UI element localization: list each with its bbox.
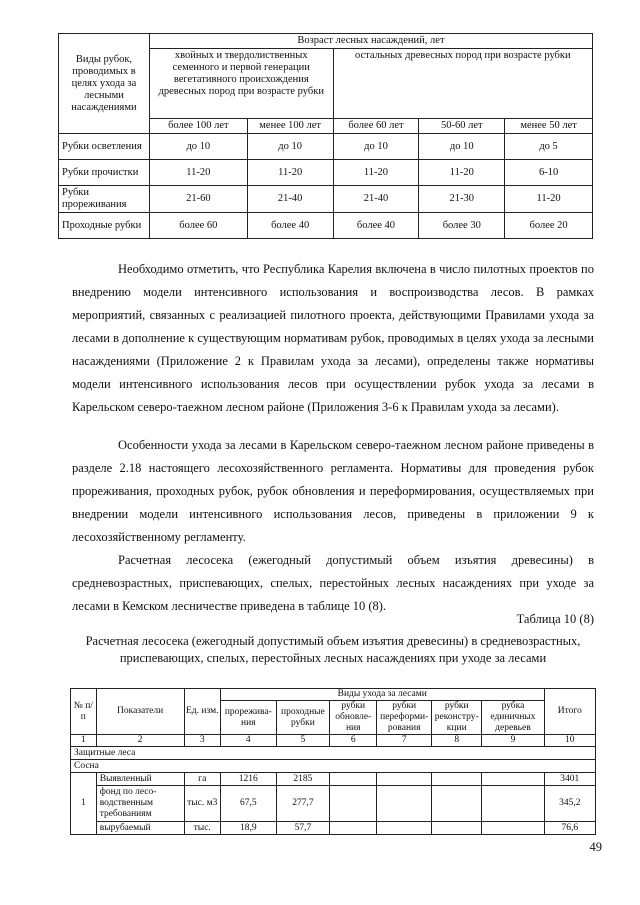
estimated-cutting-table: [70, 688, 596, 835]
table-row: [71, 773, 596, 786]
header-type: прорежива-ния: [220, 701, 276, 735]
cell: 11-20: [505, 186, 593, 213]
unit: га: [184, 773, 220, 786]
header-type: проходные рубки: [276, 701, 330, 735]
cell: до 10: [247, 134, 333, 160]
col-num: 8: [432, 735, 482, 747]
value-thinning: 67,5: [220, 786, 276, 822]
cell: до 10: [419, 134, 505, 160]
cell: до 10: [149, 134, 247, 160]
col-num: 10: [544, 735, 595, 747]
col-num: 1: [71, 735, 97, 747]
subhead: менее 100 лет: [247, 119, 333, 134]
subhead: более 100 лет: [149, 119, 247, 134]
header-type: рубка единичных деревьев: [482, 701, 544, 735]
cell: более 30: [419, 213, 505, 239]
col-num: 5: [276, 735, 330, 747]
cell: 11-20: [247, 160, 333, 186]
header-unit: Ед. изм.: [184, 689, 220, 735]
cell: 11-20: [149, 160, 247, 186]
header-care-types: Виды ухода за лесами: [220, 689, 544, 701]
table-row: [59, 134, 593, 160]
header-forest-age: Возраст лесных насаждений, лет: [149, 34, 592, 49]
cell: более 20: [505, 213, 593, 239]
value-total: 345,2: [544, 786, 595, 822]
header-cutting-types: Виды рубок, проводимых в целях ухода за лесными насаждениями: [59, 34, 150, 134]
row-name: Проходные рубки: [59, 213, 150, 239]
table-row: [59, 213, 593, 239]
header-total: Итого: [544, 689, 595, 735]
table-row: [59, 186, 593, 213]
col-num: 9: [482, 735, 544, 747]
value-total: 3401: [544, 773, 595, 786]
cell: 6-10: [505, 160, 593, 186]
header-coniferous: хвойных и твердолиственных семенного и первой генерации вегетативного происхождения древесных пород при возрасте рубки: [149, 49, 333, 119]
col-num: 4: [220, 735, 276, 747]
table-title: Расчетная лесосека (ежегодный допустимый объем изъятия древесины) в средневозрастных, приспевающих, спелых, перестойных лесных насаждениях при уходе за лесами: [85, 634, 581, 665]
indicator: Выявленный: [96, 773, 184, 786]
header-other-species: остальных древесных пород при возрасте рубки: [333, 49, 592, 119]
value-thinning: 18,9: [220, 822, 276, 835]
header-type: рубки обновле-ния: [330, 701, 377, 735]
value-total: 76,6: [544, 822, 595, 835]
subhead: 50-60 лет: [419, 119, 505, 134]
value-passage: 57,7: [276, 822, 330, 835]
cell: 11-20: [419, 160, 505, 186]
cutting-age-table: [58, 33, 593, 239]
row-number: 1: [71, 773, 97, 835]
cell: 21-40: [247, 186, 333, 213]
subhead: более 60 лет: [333, 119, 419, 134]
cell: более 60: [149, 213, 247, 239]
paragraph-regulation-features: Особенности ухода за лесами в Карельском северо-таежном лесном районе приведены в разделе 2.18 настоящего лесохозяйственного регламента. Нормативы для проведения рубок прореживания, проходных рубок, рубок обновления и переформирования, осуществляемых при внедрении модели интенсивного использования лесов, приведены в приложении 9 к лесохозяйственному регламенту.: [72, 438, 594, 544]
page-number: 49: [589, 840, 602, 854]
table-row: [71, 822, 596, 835]
col-num: 2: [96, 735, 184, 747]
table-row: [59, 160, 593, 186]
col-num: 3: [184, 735, 220, 747]
value-passage: 2185: [276, 773, 330, 786]
value-passage: 277,7: [276, 786, 330, 822]
column-numbers-row: [71, 735, 596, 747]
value-thinning: 1216: [220, 773, 276, 786]
header-type: рубки переформи-рования: [377, 701, 432, 735]
cell: 21-30: [419, 186, 505, 213]
header-type: рубки реконстру-кции: [432, 701, 482, 735]
subhead: менее 50 лет: [505, 119, 593, 134]
cell: 11-20: [333, 160, 419, 186]
paragraph-estimated-cutting: Расчетная лесосека (ежегодный допустимый объем изъятия древесины) в средневозрастных, приспевающих, спелых, перестойных лесных насаждениях при уходе за лесами в Кемском лесничестве приведена в таблице 10 (8).: [72, 553, 594, 613]
cell: более 40: [247, 213, 333, 239]
row-name: Рубки осветления: [59, 134, 150, 160]
section-protective-forests: Защитные леса: [71, 747, 596, 760]
cell: до 10: [333, 134, 419, 160]
cell: 21-60: [149, 186, 247, 213]
indicator: вырубаемый: [96, 822, 184, 835]
header-number: № п/ п: [71, 689, 97, 735]
cell: до 5: [505, 134, 593, 160]
unit: тыс.: [184, 822, 220, 835]
cell: более 40: [333, 213, 419, 239]
indicator: фонд по лесо-водственным требованиям: [96, 786, 184, 822]
unit: тыс. м3: [184, 786, 220, 822]
header-indicators: Показатели: [96, 689, 184, 735]
row-name: Рубки прочистки: [59, 160, 150, 186]
table-label: Таблица 10 (8): [516, 612, 594, 626]
table-row: [71, 786, 596, 822]
col-num: 6: [330, 735, 377, 747]
species-pine: Сосна: [71, 760, 596, 773]
col-num: 7: [377, 735, 432, 747]
cell: 21-40: [333, 186, 419, 213]
paragraph-pilot-project: Необходимо отметить, что Республика Карелия включена в число пилотных проектов по внедрению модели интенсивного использования и воспроизводства лесов. В рамках мероприятий, связанных с реализацией пилотного проекта, действующими Правилами ухода за лесами в дополнение к существующим нормативам рубок, проводимых в целях ухода за лесными насаждениями (Приложение 2 к Правилам ухода за лесами), определены также нормативы модели интенсивного использования лесов при осуществлении рубок ухода за лесами в Карельском северо-таежном лесном районе (Приложения 3-6 к Правилам ухода за лесами).: [72, 262, 594, 414]
row-name: Рубки прореживания: [59, 186, 150, 213]
